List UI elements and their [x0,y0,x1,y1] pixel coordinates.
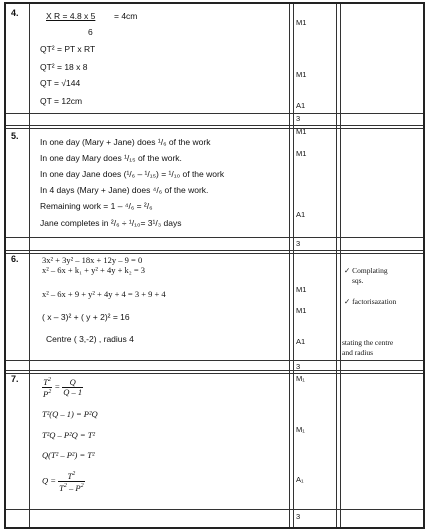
solution-line: Q(T² – P²) = T² [42,450,95,460]
solution-line: QT = √144 [40,78,81,88]
column-divider [336,4,337,527]
row-divider [6,237,423,238]
solution-line: QT = 12cm [40,96,83,106]
solution-line: Remaining work = 1 – ⁴/₆ = ²/₆ [40,201,153,211]
mark: M1 [296,285,307,294]
comment: ✓ Complating [344,266,388,275]
solution-line: In one day Mary does ¹/₁₅ of the work. [40,153,182,163]
solution-line: = 4cm [114,11,138,21]
solution-line: QT² = 18 x 8 [40,62,88,72]
mark: A1 [296,210,306,219]
total-mark: 3 [296,512,301,521]
row-divider [6,125,423,126]
row-divider [6,250,423,251]
column-divider [340,4,341,527]
marking-scheme-table [4,2,425,529]
total-mark: 3 [296,362,301,371]
comment: and radius [342,348,374,357]
solution-line: Q = $\frac{T^2}{T^2 - P^2}$ [42,470,84,493]
mark: A₁ [296,475,304,484]
row-divider [6,360,423,361]
solution-line: T²Q – P²Q = T² [42,430,96,440]
total-mark: 3 [296,114,301,123]
question-number: 7. [11,374,19,384]
comment: ✓ factorisazation [344,297,397,306]
mark: M1 [296,149,307,158]
solution-line: Jane completes in ²/₆ ÷ ¹/₁₀= 3¹/₃ days [40,218,182,228]
solution-line: T²(Q – 1) = P²Q [42,409,98,419]
solution-line: QT² = PT x RT [40,44,96,54]
solution-line: ( x – 3)² + ( y + 2)² = 16 [42,312,130,322]
mark: M1 [296,70,307,79]
question-number: 6. [11,254,19,264]
solution-line: In 4 days (Mary + Jane) does ⁴/₆ of the work. [40,185,209,195]
solution-line: Centre ( 3,-2) , radius 4 [46,334,134,344]
question-number: 4. [11,8,19,18]
solution-line: In one day (Mary + Jane) does ¹/₆ of the work [40,137,211,147]
comment: sqs. [352,276,364,285]
total-mark: 3 [296,239,301,248]
mark: A1 [296,101,306,110]
row-divider [6,370,423,371]
mark: M₁ [296,374,305,383]
mark: M1 [296,306,307,315]
question-number: 5. [11,131,19,141]
mark: A1 [296,337,306,346]
solution-line: 3x² + 3y² – 18x + 12y – 9 = 0 [42,255,143,265]
comment: stating the centre [342,338,394,347]
column-divider [293,4,294,527]
mark: M1 [296,127,307,136]
solution-line: X R = 4.8 x 5 [46,11,96,21]
solution-line: 6 [88,27,93,37]
mark: M1 [296,18,307,27]
solution-line: x² – 6x + k₁ + y² + 4y + k₂ = 3 [42,265,145,275]
row-divider [6,113,423,114]
column-divider [29,4,30,527]
solution-line: x² – 6x + 9 + y² + 4y + 4 = 3 + 9 + 4 [42,289,166,299]
mark: M₁ [296,425,305,434]
column-divider [289,4,290,527]
row-divider [6,509,423,510]
solution-line: In one day Jane does (¹/₆ – ¹/₁₅) = ¹/₁₀ of the work [40,169,225,179]
solution-line: $\frac{T^2}{P^2}$ = $\frac{Q}{Q - 1}$ [43,376,83,399]
